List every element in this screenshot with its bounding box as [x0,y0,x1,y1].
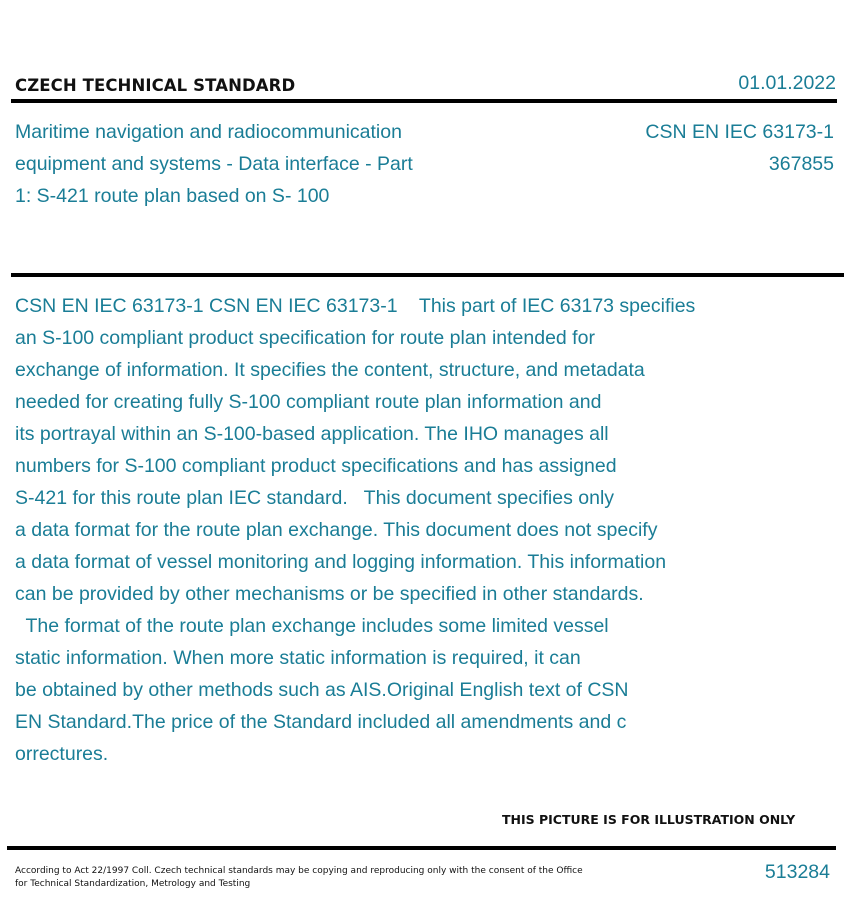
legal-notice-line: for Technical Standardization, Metrology and Testing [15,879,251,889]
abstract-line: EN Standard.The price of the Standard included all amendments and c [15,711,627,733]
standard-code: CSN EN IEC 63173-1 [645,121,834,143]
catalog-number: 367855 [768,153,834,175]
abstract-line: an S-100 compliant product specification for route plan intended for [15,327,595,349]
section-divider [11,273,844,277]
abstract-line: a data format of vessel monitoring and logging information. This information [15,551,667,573]
abstract-text [15,290,785,770]
header-divider [11,99,837,103]
document-title-line: 1: S-421 route plan based on S- 100 [15,185,330,207]
abstract-line: can be provided by other mechanisms or be specified in other standards. [15,583,644,605]
abstract-line: S-421 for this route plan IEC standard. This document specifies only [15,487,615,509]
abstract-line: The format of the route plan exchange includes some limited vessel [15,615,609,637]
abstract-line: needed for creating fully S-100 compliant route plan information and [15,391,602,413]
abstract-line: be obtained by other methods such as AIS.Original English text of CSN [15,679,629,701]
legal-notice-line: According to Act 22/1997 Coll. Czech technical standards may be copying and reproducing only with the consent of the Office [15,866,583,876]
abstract-line: static information. When more static information is required, it can [15,647,581,669]
document-title-line: Maritime navigation and radiocommunication [15,121,402,143]
abstract-line: exchange of information. It specifies the content, structure, and metadata [15,359,645,381]
document-title-line: equipment and systems - Data interface - Part [15,153,413,175]
publication-date: 01.01.2022 [738,72,836,94]
document-title [15,116,485,212]
abstract-line: CSN EN IEC 63173-1 CSN EN IEC 63173-1 This part of IEC 63173 specifies [15,295,696,317]
product-code: 513284 [764,861,830,883]
illustration-disclaimer: THIS PICTURE IS FOR ILLUSTRATION ONLY [502,812,796,827]
footer-divider [7,846,836,850]
abstract-line: numbers for S-100 compliant product specifications and has assigned [15,455,617,477]
abstract-line: orrectures. [15,743,109,765]
abstract-line: its portrayal within an S-100-based application. The IHO manages all [15,423,609,445]
legal-notice [15,865,585,891]
document-identifiers [645,116,834,180]
abstract-line: a data format for the route plan exchange. This document does not specify [15,519,658,541]
standard-type-title: CZECH TECHNICAL STANDARD [15,76,296,95]
